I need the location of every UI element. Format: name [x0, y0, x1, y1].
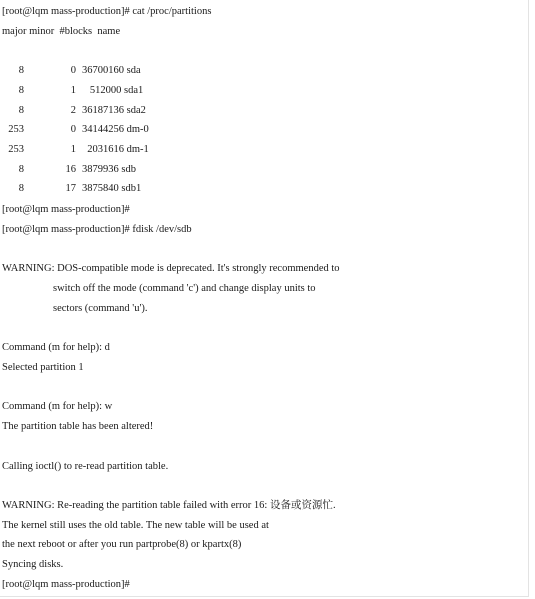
partition-row: [0, 85, 400, 98]
major-value: 8: [18, 65, 24, 76]
partition-row: [0, 164, 400, 177]
partition-row: [0, 105, 400, 118]
blocks-name-value: 512000 sda1: [82, 85, 144, 96]
major-value: 8: [18, 105, 24, 116]
shell-prompt: [root@lqm mass-production]#: [2, 204, 130, 215]
blocks-name-value: 34144256 dm-0: [82, 124, 149, 135]
dos-warning-line: WARNING: DOS-compatible mode is deprecated. It's strongly recommended to: [2, 263, 340, 274]
reread-warning-line: WARNING: Re-reading the partition table failed with error 16: 设备或资源忙.: [2, 500, 336, 511]
major-value: 8: [18, 164, 24, 175]
partition-row: [0, 183, 400, 196]
blocks-name-value: 2031616 dm-1: [82, 144, 149, 155]
blocks-name-value: 3879936 sdb: [82, 164, 136, 175]
minor-value: 1: [70, 85, 76, 96]
kernel-old-table-message: The kernel still uses the old table. The new table will be used at: [2, 520, 269, 531]
minor-value: 0: [70, 65, 76, 76]
major-value: 253: [8, 144, 24, 155]
fdisk-command-line: [root@lqm mass-production]# fdisk /dev/sdb: [2, 224, 192, 235]
table-altered-message: The partition table has been altered!: [2, 421, 154, 432]
ioctl-message: Calling ioctl() to re-read partition table.: [2, 461, 169, 472]
minor-value: 2: [70, 105, 76, 116]
dos-warning-continuation: sectors (command 'u').: [53, 303, 148, 314]
minor-value: 0: [70, 124, 76, 135]
minor-value: 17: [65, 183, 76, 194]
partition-row: [0, 124, 400, 137]
minor-value: 1: [70, 144, 76, 155]
minor-value: 16: [65, 164, 76, 175]
major-value: 8: [18, 183, 24, 194]
selected-partition-message: Selected partition 1: [2, 362, 84, 373]
command-prompt-d: Command (m for help): d: [2, 342, 110, 353]
command-prompt-w: Command (m for help): w: [2, 401, 113, 412]
blocks-name-value: 36187136 sda2: [82, 105, 146, 116]
partitions-header: major minor #blocks name: [2, 26, 121, 37]
shell-prompt-end: [root@lqm mass-production]#: [2, 579, 130, 590]
blocks-name-value: 3875840 sdb1: [82, 183, 142, 194]
major-value: 8: [18, 85, 24, 96]
partition-row: [0, 65, 400, 78]
partition-row: [0, 144, 400, 157]
blocks-name-value: 36700160 sda: [82, 65, 141, 76]
major-value: 253: [8, 124, 24, 135]
cat-command-line: [root@lqm mass-production]# cat /proc/partitions: [2, 6, 212, 17]
reboot-message: the next reboot or after you run partprobe(8) or kpartx(8): [2, 539, 242, 550]
dos-warning-continuation: switch off the mode (command 'c') and change display units to: [53, 283, 316, 294]
syncing-message: Syncing disks.: [2, 559, 64, 570]
